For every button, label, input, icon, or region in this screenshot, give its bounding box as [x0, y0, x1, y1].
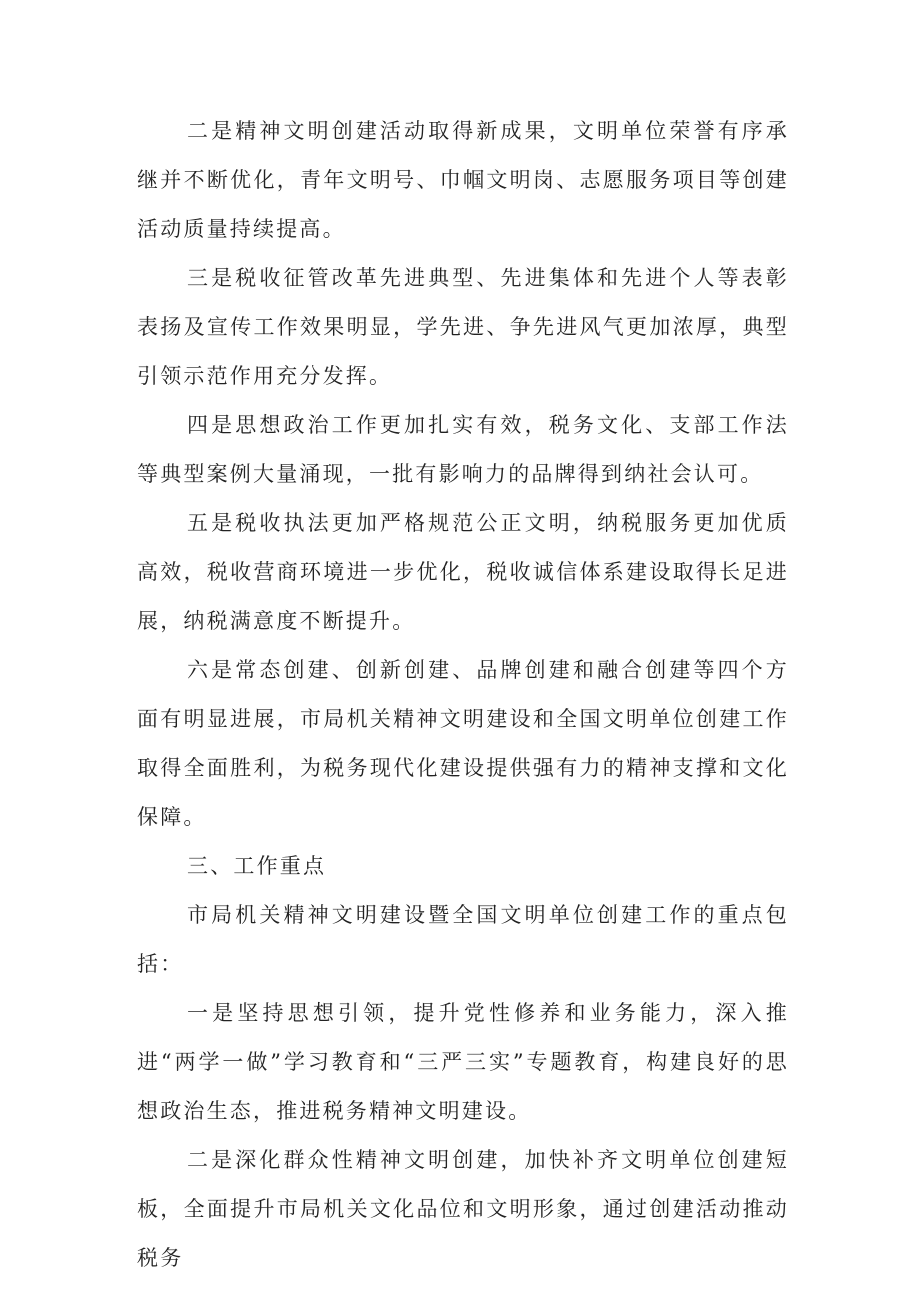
document-body	[137, 107, 789, 1283]
paragraph-achievement-5: 五是税收执法更加严格规范公正文明，纳税服务更加优质高效，税收营商环境进一步优化，税收诚信体系建设取得长足进展，纳税满意度不断提升。	[137, 511, 789, 633]
focus-item-1: 一是坚持思想引领，提升党性修养和业务能力，深入推进“两学一做”学习教育和“三严三实”专题教育，构建良好的思想政治生态，推进税务精神文明建设。	[137, 1001, 789, 1123]
paragraph-achievement-6: 六是常态创建、创新创建、品牌创建和融合创建等四个方面有明显进展，市局机关精神文明建设和全国文明单位创建工作取得全面胜利，为税务现代化建设提供强有力的精神支撑和文化保障。	[137, 658, 789, 829]
section-intro: 市局机关精神文明建设暨全国文明单位创建工作的重点包括：	[137, 903, 789, 976]
focus-item-2: 二是深化群众性精神文明创建，加快补齐文明单位创建短板，全面提升市局机关文化品位和文明形象，通过创建活动推动税务	[137, 1148, 789, 1270]
paragraph-achievement-3: 三是税收征管改革先进典型、先进集体和先进个人等表彰表扬及宣传工作效果明显，学先进、争先进风气更加浓厚，典型引领示范作用充分发挥。	[137, 266, 789, 388]
paragraph-achievement-2: 二是精神文明创建活动取得新成果，文明单位荣誉有序承继并不断优化，青年文明号、巾帼文明岗、志愿服务项目等创建活动质量持续提高。	[137, 119, 789, 241]
paragraph-achievement-4: 四是思想政治工作更加扎实有效，税务文化、支部工作法等典型案例大量涌现，一批有影响力的品牌得到纳社会认可。	[137, 413, 789, 486]
section-heading: 三、工作重点	[187, 854, 327, 878]
